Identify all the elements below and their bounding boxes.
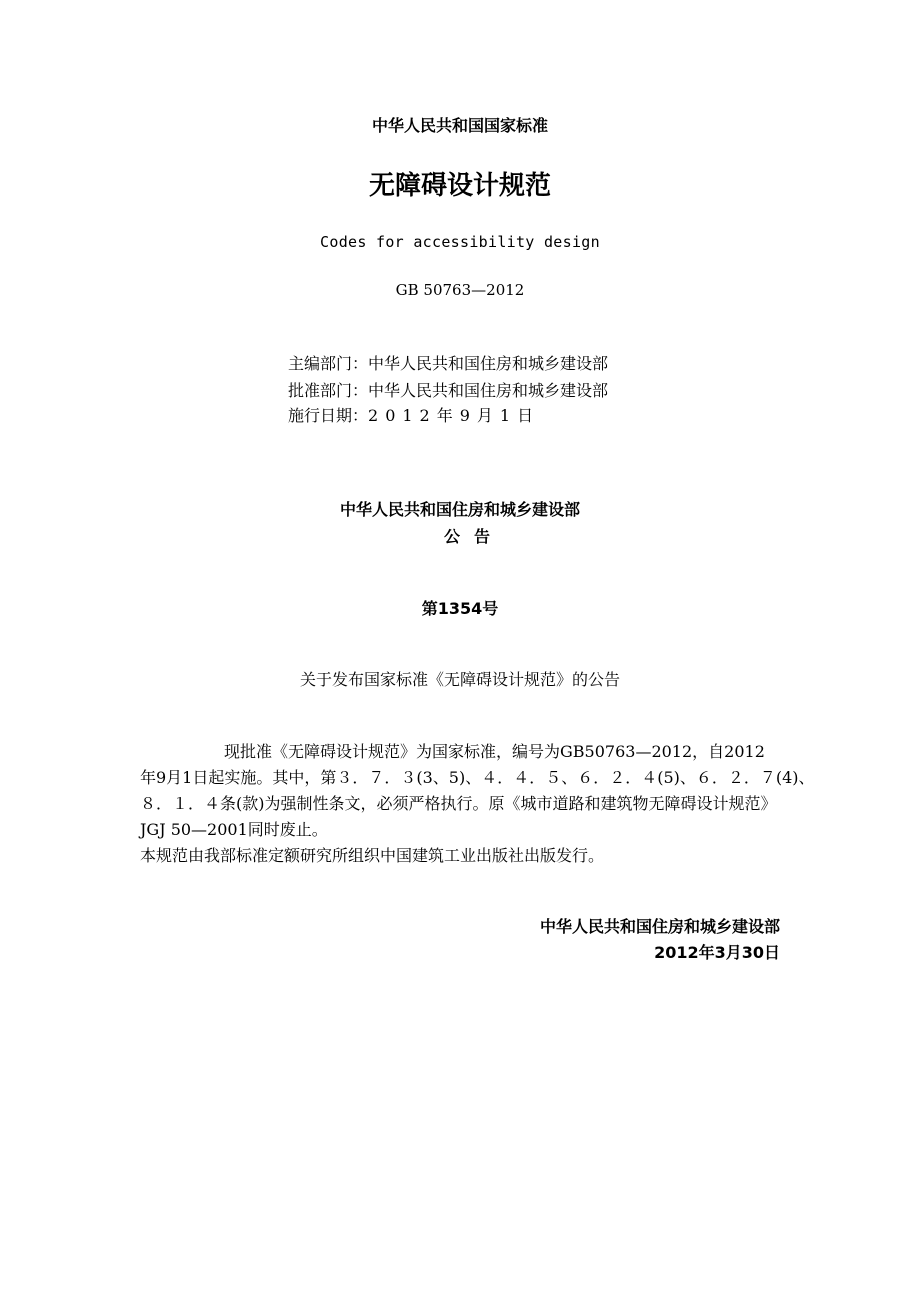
announcement-number: 第1354号 bbox=[421, 599, 499, 618]
publication-paragraph: 本规范由我部标准定额研究所组织中国建筑工业出版社出版发行。 bbox=[140, 846, 605, 865]
paragraph-line: ８．１．４条(款)为强制性条文，必须严格执行。原《城市道路和建筑物无障碍设计规范》 bbox=[140, 794, 777, 813]
document-title: 无障碍设计规范 bbox=[368, 171, 551, 201]
standard-type: 中华人民共和国国家标准 bbox=[371, 116, 548, 135]
standard-code: GB 50763—2012 bbox=[395, 281, 525, 299]
announcement-subject: 关于发布国家标准《无障碍设计规范》的公告 bbox=[299, 670, 620, 689]
paragraph-line: 年9月1日起实施。其中，第３．７．３(3、5)、４．４．５、６．２．４(5)、６．２．７(4)、 bbox=[140, 768, 815, 787]
effective-date-label: 施行日期： bbox=[288, 406, 369, 425]
announcement-issuer: 中华人民共和国住房和城乡建设部 bbox=[339, 500, 580, 519]
announcement-label: 公告 bbox=[443, 527, 504, 546]
approver-department: 批准部门：中华人民共和国住房和城乡建设部 bbox=[288, 381, 609, 400]
paragraph-line: JGJ 50—2001同时废止。 bbox=[140, 820, 328, 839]
signature-date: 2012年3月30日 bbox=[654, 943, 780, 962]
signature-issuer: 中华人民共和国住房和城乡建设部 bbox=[539, 917, 780, 936]
announcement-paragraph bbox=[140, 739, 815, 843]
effective-date bbox=[288, 403, 540, 426]
editor-department: 主编部门：中华人民共和国住房和城乡建设部 bbox=[288, 354, 609, 373]
paragraph-line: 现批准《无障碍设计规范》为国家标准，编号为GB50763—2012，自2012 bbox=[224, 742, 765, 761]
effective-date-value: 2012年9月1日 bbox=[368, 406, 541, 425]
english-title: Codes for accessibility design bbox=[320, 233, 600, 251]
